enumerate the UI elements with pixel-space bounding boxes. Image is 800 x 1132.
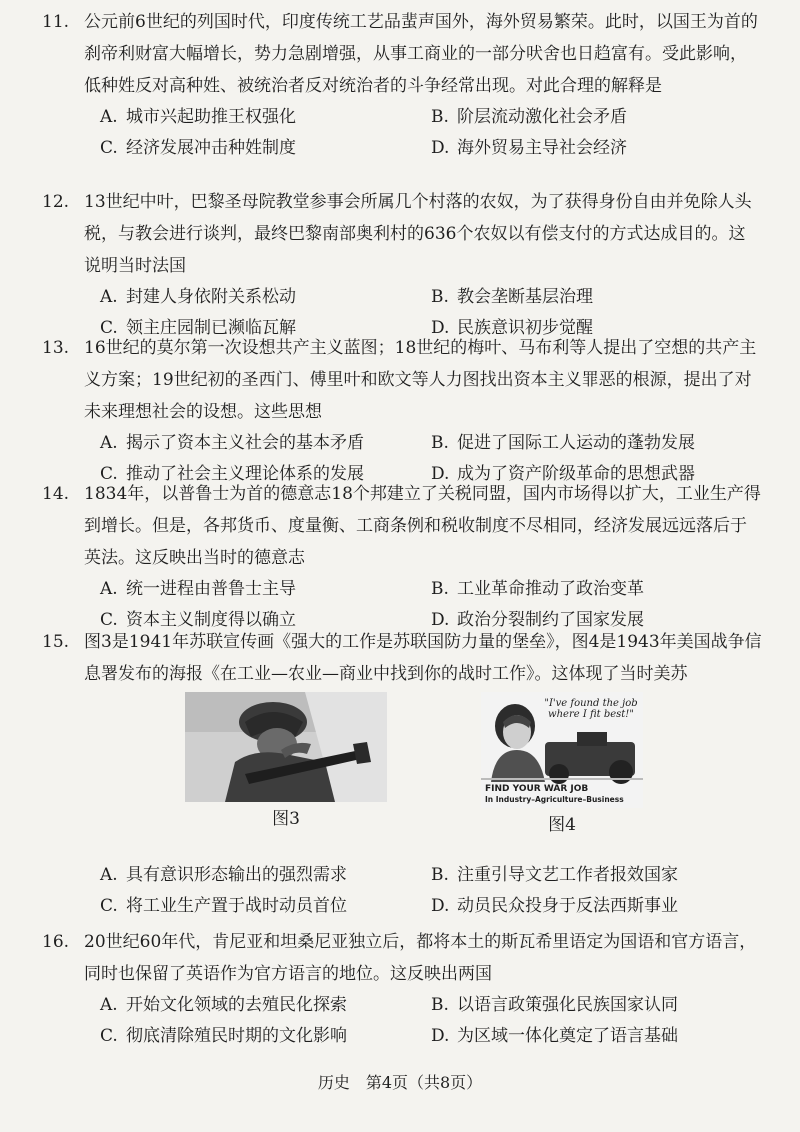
question-number: 12. bbox=[42, 192, 70, 212]
figure-caption: 图4 bbox=[548, 815, 576, 835]
question-12 bbox=[42, 186, 762, 344]
option-d[interactable]: D. 民族意识初步觉醒 bbox=[431, 318, 593, 338]
options bbox=[100, 102, 762, 164]
question-stem: 图3是1941年苏联宣传画《强大的工作是苏联国防力量的堡垒》，图4是1943年美国战争信息署发布的海报《在工业—农业—商业中找到你的战时工作》。这体现了当时美苏 bbox=[84, 632, 762, 684]
option-b[interactable]: B. 以语言政策强化民族国家认同 bbox=[431, 995, 678, 1015]
option-c[interactable]: C. 推动了社会主义理论体系的发展 bbox=[100, 464, 364, 484]
question-16 bbox=[42, 926, 762, 1052]
option-c[interactable]: C. 资本主义制度得以确立 bbox=[100, 610, 296, 630]
soviet-propaganda-image bbox=[185, 692, 387, 802]
question-stem: 13世纪中叶，巴黎圣母院教堂参事会所属几个村落的农奴，为了获得身份自由并免除人头税，与教会进行谈判，最终巴黎南部奥利村的636个农奴以有偿支付的方式达成目的。这说明当时法国 bbox=[84, 192, 752, 276]
option-c[interactable]: C. 经济发展冲击种姓制度 bbox=[100, 138, 296, 158]
options bbox=[100, 990, 762, 1052]
question-11 bbox=[42, 6, 762, 164]
option-b[interactable]: B. 促进了国际工人运动的蓬勃发展 bbox=[431, 433, 695, 453]
option-c[interactable]: C. 彻底清除殖民时期的文化影响 bbox=[100, 1026, 347, 1046]
question-15 bbox=[42, 626, 762, 922]
question-number: 14. bbox=[42, 484, 70, 504]
figures bbox=[42, 690, 762, 860]
option-b[interactable]: B. 教会垄断基层治理 bbox=[431, 287, 593, 307]
poster-quote: "I've found the job where I fit best!" bbox=[544, 698, 638, 720]
option-b[interactable]: B. 阶层流动激化社会矛盾 bbox=[431, 107, 627, 127]
question-14 bbox=[42, 478, 762, 636]
option-d[interactable]: D. 成为了资产阶级革命的思想武器 bbox=[431, 464, 695, 484]
question-stem: 16世纪的莫尔第一次设想共产主义蓝图；18世纪的梅叶、马布利等人提出了空想的共产主义方案；19世纪初的圣西门、傅里叶和欧文等人力图找出资本主义罪恶的根源，提出了对未来理想社会的设想。这些思想 bbox=[84, 338, 757, 422]
option-a[interactable]: A. 开始文化领域的去殖民化探索 bbox=[100, 995, 347, 1015]
option-d[interactable]: D. 政治分裂制约了国家发展 bbox=[431, 610, 644, 630]
option-d[interactable]: D. 海外贸易主导社会经济 bbox=[431, 138, 627, 158]
question-number: 15. bbox=[42, 632, 70, 652]
option-a[interactable]: A. 揭示了资本主义社会的基本矛盾 bbox=[100, 433, 364, 453]
option-a[interactable]: A. 统一进程由普鲁士主导 bbox=[100, 579, 296, 599]
figure-3 bbox=[185, 692, 387, 830]
option-b[interactable]: B. 工业革命推动了政治变革 bbox=[431, 579, 644, 599]
question-stem: 公元前6世纪的列国时代，印度传统工艺品蜚声国外，海外贸易繁荣。此时，以国王为首的刹帝利财富大幅增长，势力急剧增强，从事工商业的一部分吠舍也日趋富有。受此影响，低种姓反对高种姓、被统治者反对统治者的斗争经常出现。对此合理的解释是 bbox=[84, 12, 758, 96]
poster-headline: FIND YOUR WAR JOB bbox=[485, 784, 589, 794]
question-stem: 1834年，以普鲁士为首的德意志18个邦建立了关税同盟，国内市场得以扩大，工业生产得到增长。但是，各邦货币、度量衡、工商条例和税收制度不尽相同，经济发展远远落后于英法。这反映出当时的德意志 bbox=[84, 484, 761, 568]
figure-4 bbox=[481, 692, 643, 836]
question-13 bbox=[42, 332, 762, 490]
option-d[interactable]: D. 为区域一体化奠定了语言基础 bbox=[431, 1026, 678, 1046]
question-number: 11. bbox=[42, 12, 70, 32]
option-a[interactable]: A. 具有意识形态输出的强烈需求 bbox=[100, 865, 347, 885]
option-a[interactable]: A. 封建人身依附关系松动 bbox=[100, 287, 296, 307]
page-footer: 历史 第4页（共8页） bbox=[317, 1073, 483, 1092]
question-number: 13. bbox=[42, 338, 70, 358]
poster-subline: In Industry–Agriculture–Business bbox=[485, 795, 624, 804]
figure-caption: 图3 bbox=[272, 809, 300, 829]
question-stem: 20世纪60年代，肯尼亚和坦桑尼亚独立后，都将本土的斯瓦希里语定为国语和官方语言，同时也保留了英语作为官方语言的地位。这反映出两国 bbox=[84, 932, 757, 984]
option-c[interactable]: C. 将工业生产置于战时动员首位 bbox=[100, 896, 347, 916]
option-d[interactable]: D. 动员民众投身于反法西斯事业 bbox=[431, 896, 678, 916]
option-a[interactable]: A. 城市兴起助推王权强化 bbox=[100, 107, 296, 127]
option-c[interactable]: C. 领主庄园制已濒临瓦解 bbox=[100, 318, 296, 338]
us-war-poster-image bbox=[481, 692, 643, 808]
option-b[interactable]: B. 注重引导文艺工作者报效国家 bbox=[431, 865, 678, 885]
question-number: 16. bbox=[42, 932, 70, 952]
options bbox=[100, 860, 762, 922]
